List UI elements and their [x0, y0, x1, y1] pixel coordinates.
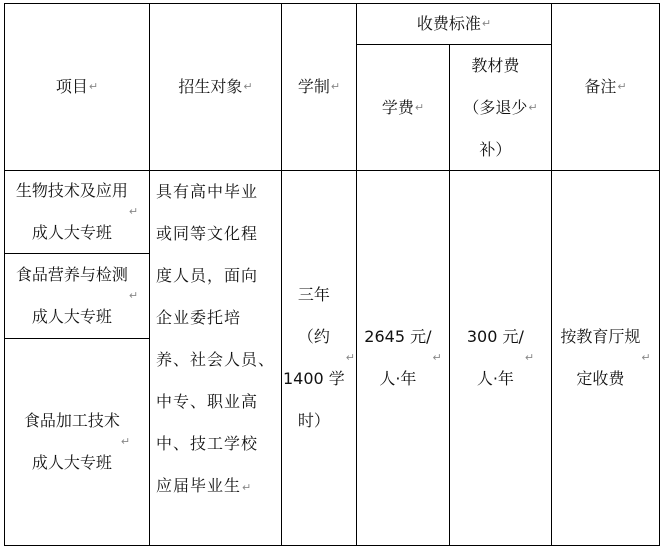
- paragraph-mark: ↵: [414, 100, 425, 114]
- material-text: 300 元/ 人·年: [466, 327, 524, 388]
- duration-text: 三年 （约 1400 学 时）: [282, 285, 345, 430]
- paragraph-mark: ↵: [128, 205, 139, 218]
- table-border-right: [659, 3, 660, 546]
- tuition-cell: [357, 171, 449, 545]
- course-name: 食品加工技术 成人大专班: [23, 411, 120, 472]
- paragraph-mark: ↵: [345, 351, 356, 364]
- header-target-label: 招生对象: [178, 77, 243, 96]
- course-name: 生物技术及应用 成人大专班: [15, 181, 128, 242]
- paragraph-mark: ↵: [242, 481, 252, 494]
- paragraph-mark: ↵: [243, 80, 253, 93]
- header-tuition-label: 学费: [381, 97, 414, 117]
- header-remarks-label: 备注: [584, 77, 617, 96]
- target-text: 具有高中毕业 或同等文化程 度人员，面向 企业委托培 养、社会人员、 中专、职业高 中、技工学校 应届毕业生: [156, 182, 276, 495]
- header-item: [5, 4, 149, 170]
- paragraph-mark: ↵: [481, 17, 492, 30]
- remarks-cell: [552, 171, 659, 545]
- header-remarks: [552, 4, 659, 170]
- header-fee-standard: [357, 4, 551, 44]
- material-cell: [450, 171, 551, 545]
- header-duration-label: 学制: [297, 77, 330, 96]
- paragraph-mark: ↵: [641, 351, 651, 364]
- table-border-bottom: [4, 545, 660, 546]
- target-cell: [156, 171, 280, 545]
- paragraph-mark: ↵: [120, 435, 131, 448]
- header-material: [450, 45, 551, 170]
- paragraph-mark: ↵: [128, 289, 139, 302]
- tuition-text: 2645 元/ 人·年: [364, 327, 432, 388]
- remarks-text: 按教育厅规 定收费: [560, 327, 641, 388]
- header-tuition: [357, 45, 449, 170]
- paragraph-mark: ↵: [617, 80, 627, 93]
- paragraph-mark: ↵: [88, 80, 99, 93]
- course-cell-1: [5, 171, 149, 253]
- paragraph-mark: ↵: [524, 351, 535, 364]
- course-name: 食品营养与检测 成人大专班: [15, 265, 128, 326]
- duration-cell: [282, 171, 356, 545]
- header-material-label: 教材费 （多退少 补）: [463, 55, 528, 159]
- header-target: [150, 4, 281, 170]
- paragraph-mark: ↵: [330, 80, 341, 93]
- paragraph-mark: ↵: [432, 351, 442, 364]
- paragraph-mark: ↵: [528, 100, 538, 114]
- course-cell-2: [5, 254, 149, 338]
- header-duration: [282, 4, 356, 170]
- header-fee-standard-label: 收费标准: [416, 14, 481, 33]
- header-item-label: 项目: [55, 77, 88, 96]
- course-cell-3: [5, 339, 149, 545]
